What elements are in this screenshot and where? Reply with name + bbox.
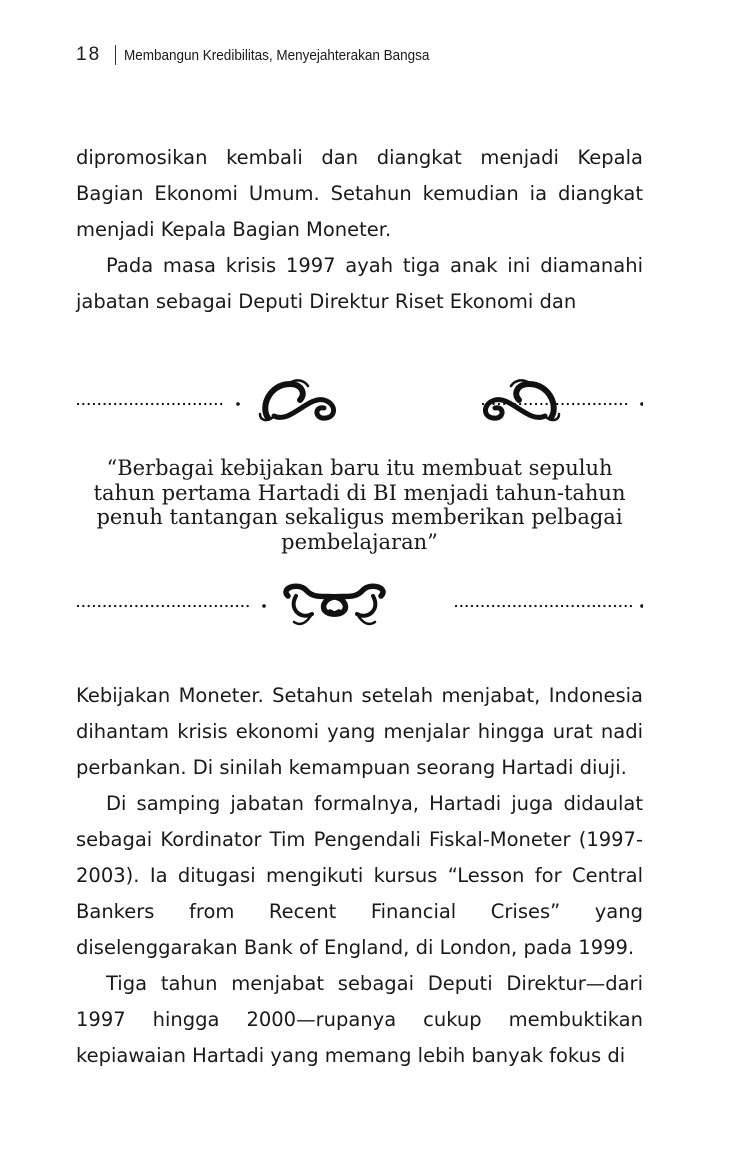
page-header — [76, 40, 464, 70]
pull-quote: “Berbagai kebijakan baru itu membuat sepuluh tahun pertama Hartadi di BI menjadi tahun-tahun penuh tantangan sekaligus memberikan pelbagai pembelajaran” — [93, 456, 626, 554]
ornament-divider-top — [76, 372, 643, 432]
paragraph: dipromosikan kembali dan diangkat menjadi Kepala Bagian Ekonomi Umum. Setahun kemudian ia diangkat menjadi Kepala Bagian Moneter. — [76, 146, 643, 241]
header-divider — [115, 45, 116, 65]
page-number: 18 — [76, 44, 102, 65]
swirl-flourish-icon — [76, 574, 643, 634]
paragraph: Pada masa krisis 1997 ayah tiga anak ini diamanahi jabatan sebagai Deputi Direktur Riset Ekonomi dan — [76, 254, 643, 313]
paragraph: Di samping jabatan formalnya, Hartadi juga didaulat sebagai Kordinator Tim Pengendali Fiskal-Moneter (1997-2003). Ia ditugasi mengikuti kursus “Lesson for Central Bankers from Recent Financial Crises” yang diselenggarakan Bank of England, di London, pada 1999. — [76, 792, 643, 959]
paragraph: Tiga tahun menjabat sebagai Deputi Direktur—dari 1997 hingga 2000—rupanya cukup membuktikan kepiawaian Hartadi yang memang lebih banyak fokus di — [76, 972, 643, 1067]
paragraph: Kebijakan Moneter. Setahun setelah menjabat, Indonesia dihantam krisis ekonomi yang menjalar hingga urat nadi perbankan. Di sinilah kemampuan seorang Hartadi diuji. — [76, 684, 643, 779]
running-title: Membangun Kredibilitas, Menyejahterakan Bangsa — [124, 46, 430, 64]
ornament-divider-bottom — [76, 574, 643, 634]
scroll-flourish-icon — [76, 372, 643, 432]
body-text-top — [76, 140, 643, 320]
body-text-bottom — [76, 678, 643, 1074]
